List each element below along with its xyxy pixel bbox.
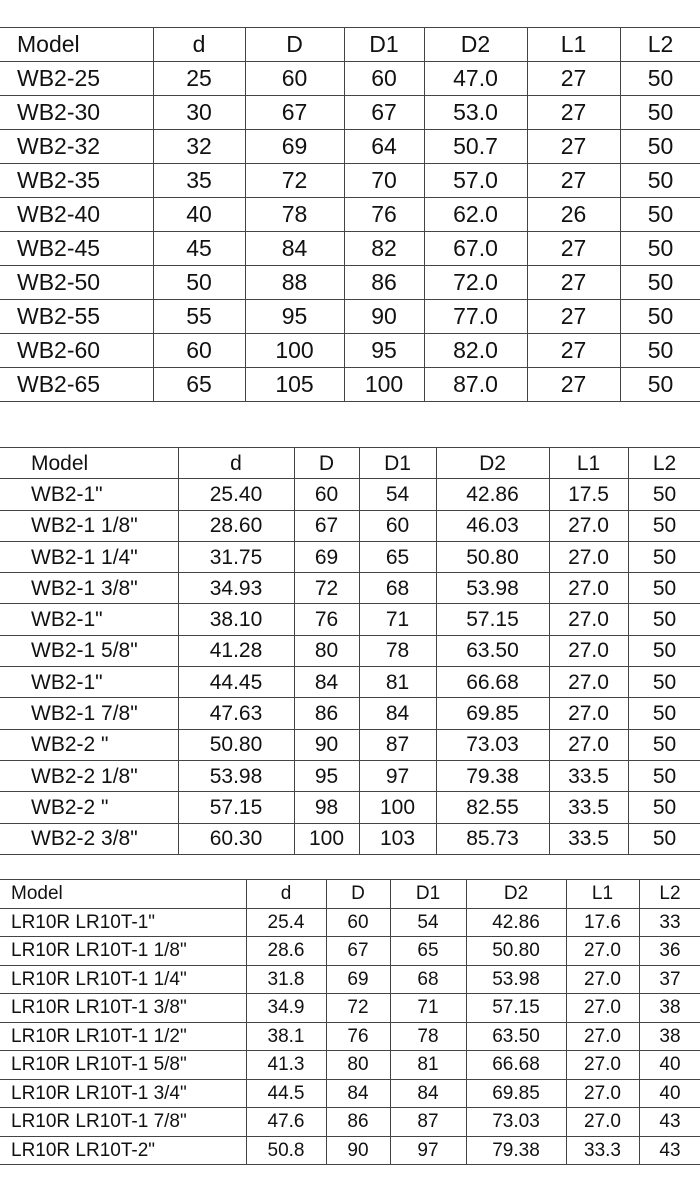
value-cell: 90 <box>326 1136 390 1165</box>
value-cell: 50 <box>628 760 700 791</box>
value-cell: 31.8 <box>246 965 326 994</box>
column-header-d: D <box>245 28 344 62</box>
value-cell: 97 <box>390 1136 466 1165</box>
table-row <box>0 232 700 266</box>
value-cell: 62.0 <box>424 198 527 232</box>
value-cell: 40 <box>639 1051 700 1080</box>
model-cell: WB2-2 1/8" <box>0 760 178 791</box>
value-cell: 28.6 <box>246 937 326 966</box>
value-cell: 37 <box>639 965 700 994</box>
model-cell: WB2-1" <box>0 667 178 698</box>
column-header-d2: D2 <box>466 880 566 909</box>
table-row <box>0 573 700 604</box>
table-row <box>0 1051 700 1080</box>
value-cell: 68 <box>359 573 436 604</box>
value-cell: 50 <box>628 479 700 510</box>
column-header-d1: D1 <box>359 448 436 479</box>
column-header-d: D <box>294 448 359 479</box>
value-cell: 50.80 <box>466 937 566 966</box>
value-cell: 81 <box>390 1051 466 1080</box>
value-cell: 47.63 <box>178 698 294 729</box>
value-cell: 50.8 <box>246 1136 326 1165</box>
column-header-l1: L1 <box>527 28 620 62</box>
value-cell: 50 <box>628 698 700 729</box>
value-cell: 50 <box>620 198 700 232</box>
table-row <box>0 760 700 791</box>
value-cell: 27 <box>527 368 620 402</box>
value-cell: 65 <box>153 368 245 402</box>
value-cell: 34.93 <box>178 573 294 604</box>
table-row <box>0 541 700 572</box>
value-cell: 27.0 <box>566 1108 639 1137</box>
value-cell: 57.15 <box>178 792 294 823</box>
model-cell: LR10R LR10T-1 3/4" <box>0 1079 246 1108</box>
value-cell: 100 <box>359 792 436 823</box>
value-cell: 27 <box>527 164 620 198</box>
value-cell: 76 <box>294 604 359 635</box>
model-cell: WB2-1 7/8" <box>0 698 178 729</box>
value-cell: 47.0 <box>424 62 527 96</box>
model-cell: LR10R LR10T-1 7/8" <box>0 1108 246 1137</box>
value-cell: 27 <box>527 300 620 334</box>
value-cell: 46.03 <box>436 510 549 541</box>
value-cell: 27.0 <box>566 1022 639 1051</box>
value-cell: 50 <box>628 541 700 572</box>
table-row <box>0 130 700 164</box>
value-cell: 50 <box>153 266 245 300</box>
column-header-model: Model <box>0 28 153 62</box>
value-cell: 34.9 <box>246 994 326 1023</box>
value-cell: 73.03 <box>466 1108 566 1137</box>
value-cell: 67 <box>326 937 390 966</box>
table-row <box>0 635 700 666</box>
table-row <box>0 198 700 232</box>
value-cell: 86 <box>294 698 359 729</box>
value-cell: 72 <box>326 994 390 1023</box>
model-cell: WB2-1 3/8" <box>0 573 178 604</box>
header-row <box>0 448 700 479</box>
value-cell: 95 <box>245 300 344 334</box>
table-row <box>0 300 700 334</box>
lr10-inch-table <box>0 879 700 1165</box>
model-cell: LR10R LR10T-2" <box>0 1136 246 1165</box>
model-cell: WB2-32 <box>0 130 153 164</box>
table-row <box>0 937 700 966</box>
model-cell: WB2-55 <box>0 300 153 334</box>
model-cell: LR10R LR10T-1 1/4" <box>0 965 246 994</box>
value-cell: 36 <box>639 937 700 966</box>
value-cell: 60.30 <box>178 823 294 854</box>
value-cell: 32 <box>153 130 245 164</box>
value-cell: 50.7 <box>424 130 527 164</box>
wb2-inch-table <box>0 447 700 855</box>
column-header-d1: D1 <box>390 880 466 909</box>
value-cell: 60 <box>326 908 390 937</box>
value-cell: 41.3 <box>246 1051 326 1080</box>
value-cell: 87.0 <box>424 368 527 402</box>
value-cell: 50 <box>628 729 700 760</box>
value-cell: 90 <box>344 300 424 334</box>
model-cell: LR10R LR10T-1" <box>0 908 246 937</box>
column-header-l2: L2 <box>628 448 700 479</box>
value-cell: 25.40 <box>178 479 294 510</box>
value-cell: 70 <box>344 164 424 198</box>
table-row <box>0 368 700 402</box>
value-cell: 57.15 <box>466 994 566 1023</box>
value-cell: 27.0 <box>549 510 628 541</box>
value-cell: 50 <box>628 792 700 823</box>
value-cell: 76 <box>344 198 424 232</box>
value-cell: 63.50 <box>466 1022 566 1051</box>
value-cell: 40 <box>153 198 245 232</box>
table-row <box>0 965 700 994</box>
value-cell: 50.80 <box>178 729 294 760</box>
value-cell: 69 <box>294 541 359 572</box>
value-cell: 105 <box>245 368 344 402</box>
table-row <box>0 698 700 729</box>
value-cell: 31.75 <box>178 541 294 572</box>
column-header-d: D <box>326 880 390 909</box>
value-cell: 27.0 <box>566 937 639 966</box>
model-cell: WB2-1 1/4" <box>0 541 178 572</box>
value-cell: 33.5 <box>549 792 628 823</box>
value-cell: 54 <box>359 479 436 510</box>
value-cell: 38 <box>639 994 700 1023</box>
value-cell: 77.0 <box>424 300 527 334</box>
header-row <box>0 28 700 62</box>
model-cell: WB2-1" <box>0 604 178 635</box>
table-row <box>0 266 700 300</box>
value-cell: 82 <box>344 232 424 266</box>
value-cell: 25 <box>153 62 245 96</box>
value-cell: 84 <box>390 1079 466 1108</box>
value-cell: 78 <box>245 198 344 232</box>
value-cell: 53.98 <box>466 965 566 994</box>
value-cell: 78 <box>390 1022 466 1051</box>
value-cell: 27.0 <box>549 541 628 572</box>
column-header-d: d <box>178 448 294 479</box>
value-cell: 50 <box>620 334 700 368</box>
column-header-d: d <box>153 28 245 62</box>
value-cell: 67 <box>344 96 424 130</box>
value-cell: 55 <box>153 300 245 334</box>
value-cell: 66.68 <box>466 1051 566 1080</box>
value-cell: 65 <box>359 541 436 572</box>
value-cell: 28.60 <box>178 510 294 541</box>
model-cell: LR10R LR10T-1 1/2" <box>0 1022 246 1051</box>
model-cell: WB2-2 3/8" <box>0 823 178 854</box>
value-cell: 33.5 <box>549 760 628 791</box>
value-cell: 27 <box>527 96 620 130</box>
value-cell: 69 <box>245 130 344 164</box>
table-row <box>0 510 700 541</box>
value-cell: 27 <box>527 130 620 164</box>
model-cell: WB2-35 <box>0 164 153 198</box>
value-cell: 27.0 <box>566 965 639 994</box>
value-cell: 27 <box>527 334 620 368</box>
value-cell: 80 <box>294 635 359 666</box>
value-cell: 27.0 <box>549 729 628 760</box>
value-cell: 50 <box>620 62 700 96</box>
value-cell: 50 <box>620 130 700 164</box>
column-header-d: d <box>246 880 326 909</box>
model-cell: LR10R LR10T-1 5/8" <box>0 1051 246 1080</box>
value-cell: 60 <box>294 479 359 510</box>
value-cell: 50 <box>620 266 700 300</box>
value-cell: 100 <box>294 823 359 854</box>
value-cell: 27 <box>527 266 620 300</box>
value-cell: 27 <box>527 232 620 266</box>
value-cell: 69.85 <box>436 698 549 729</box>
column-header-d2: D2 <box>436 448 549 479</box>
model-cell: LR10R LR10T-1 3/8" <box>0 994 246 1023</box>
value-cell: 53.98 <box>178 760 294 791</box>
value-cell: 27.0 <box>566 1051 639 1080</box>
column-header-l2: L2 <box>620 28 700 62</box>
value-cell: 50 <box>628 510 700 541</box>
value-cell: 86 <box>344 266 424 300</box>
table-row <box>0 823 700 854</box>
value-cell: 69 <box>326 965 390 994</box>
model-cell: WB2-1" <box>0 479 178 510</box>
value-cell: 17.6 <box>566 908 639 937</box>
table-row <box>0 729 700 760</box>
value-cell: 67.0 <box>424 232 527 266</box>
model-cell: WB2-1 5/8" <box>0 635 178 666</box>
value-cell: 60 <box>359 510 436 541</box>
value-cell: 42.86 <box>436 479 549 510</box>
value-cell: 95 <box>294 760 359 791</box>
value-cell: 82.55 <box>436 792 549 823</box>
column-header-model: Model <box>0 448 178 479</box>
table-row <box>0 1108 700 1137</box>
column-header-model: Model <box>0 880 246 909</box>
value-cell: 50.80 <box>436 541 549 572</box>
value-cell: 60 <box>245 62 344 96</box>
value-cell: 82.0 <box>424 334 527 368</box>
value-cell: 80 <box>326 1051 390 1080</box>
value-cell: 86 <box>326 1108 390 1137</box>
value-cell: 41.28 <box>178 635 294 666</box>
model-cell: WB2-45 <box>0 232 153 266</box>
value-cell: 87 <box>390 1108 466 1137</box>
value-cell: 43 <box>639 1108 700 1137</box>
value-cell: 87 <box>359 729 436 760</box>
value-cell: 50 <box>628 667 700 698</box>
value-cell: 33 <box>639 908 700 937</box>
table-row <box>0 334 700 368</box>
table-row <box>0 1079 700 1108</box>
value-cell: 72 <box>294 573 359 604</box>
value-cell: 78 <box>359 635 436 666</box>
value-cell: 67 <box>245 96 344 130</box>
value-cell: 97 <box>359 760 436 791</box>
value-cell: 27.0 <box>549 698 628 729</box>
table-row <box>0 908 700 937</box>
table-row <box>0 96 700 130</box>
table-row <box>0 62 700 96</box>
value-cell: 50 <box>620 96 700 130</box>
value-cell: 72.0 <box>424 266 527 300</box>
value-cell: 47.6 <box>246 1108 326 1137</box>
value-cell: 73.03 <box>436 729 549 760</box>
model-cell: WB2-30 <box>0 96 153 130</box>
value-cell: 79.38 <box>466 1136 566 1165</box>
value-cell: 85.73 <box>436 823 549 854</box>
wb2-metric-table <box>0 27 700 402</box>
value-cell: 50 <box>628 635 700 666</box>
value-cell: 68 <box>390 965 466 994</box>
value-cell: 42.86 <box>466 908 566 937</box>
column-header-d1: D1 <box>344 28 424 62</box>
value-cell: 100 <box>245 334 344 368</box>
table-row <box>0 479 700 510</box>
value-cell: 76 <box>326 1022 390 1051</box>
value-cell: 27.0 <box>566 994 639 1023</box>
model-cell: WB2-25 <box>0 62 153 96</box>
value-cell: 57.15 <box>436 604 549 635</box>
value-cell: 38.1 <box>246 1022 326 1051</box>
table-row <box>0 667 700 698</box>
value-cell: 79.38 <box>436 760 549 791</box>
value-cell: 72 <box>245 164 344 198</box>
column-header-l1: L1 <box>566 880 639 909</box>
value-cell: 25.4 <box>246 908 326 937</box>
value-cell: 88 <box>245 266 344 300</box>
value-cell: 50 <box>628 823 700 854</box>
value-cell: 53.0 <box>424 96 527 130</box>
value-cell: 33.5 <box>549 823 628 854</box>
value-cell: 43 <box>639 1136 700 1165</box>
value-cell: 44.5 <box>246 1079 326 1108</box>
value-cell: 38 <box>639 1022 700 1051</box>
header-row <box>0 880 700 909</box>
value-cell: 67 <box>294 510 359 541</box>
value-cell: 33.3 <box>566 1136 639 1165</box>
model-cell: WB2-50 <box>0 266 153 300</box>
column-header-d2: D2 <box>424 28 527 62</box>
value-cell: 50 <box>620 232 700 266</box>
model-cell: WB2-65 <box>0 368 153 402</box>
value-cell: 71 <box>390 994 466 1023</box>
value-cell: 17.5 <box>549 479 628 510</box>
value-cell: 90 <box>294 729 359 760</box>
value-cell: 103 <box>359 823 436 854</box>
value-cell: 71 <box>359 604 436 635</box>
value-cell: 50 <box>628 573 700 604</box>
value-cell: 95 <box>344 334 424 368</box>
value-cell: 81 <box>359 667 436 698</box>
value-cell: 60 <box>153 334 245 368</box>
value-cell: 57.0 <box>424 164 527 198</box>
value-cell: 50 <box>620 300 700 334</box>
value-cell: 27.0 <box>549 604 628 635</box>
column-header-l1: L1 <box>549 448 628 479</box>
value-cell: 30 <box>153 96 245 130</box>
model-cell: WB2-40 <box>0 198 153 232</box>
value-cell: 50 <box>620 164 700 198</box>
value-cell: 84 <box>245 232 344 266</box>
value-cell: 53.98 <box>436 573 549 604</box>
value-cell: 26 <box>527 198 620 232</box>
value-cell: 27.0 <box>566 1079 639 1108</box>
value-cell: 27.0 <box>549 573 628 604</box>
value-cell: 35 <box>153 164 245 198</box>
value-cell: 84 <box>294 667 359 698</box>
value-cell: 63.50 <box>436 635 549 666</box>
model-cell: WB2-60 <box>0 334 153 368</box>
value-cell: 100 <box>344 368 424 402</box>
value-cell: 44.45 <box>178 667 294 698</box>
value-cell: 40 <box>639 1079 700 1108</box>
model-cell: WB2-2 " <box>0 792 178 823</box>
column-header-l2: L2 <box>639 880 700 909</box>
table-row <box>0 604 700 635</box>
value-cell: 38.10 <box>178 604 294 635</box>
table-row <box>0 164 700 198</box>
table-row <box>0 1136 700 1165</box>
value-cell: 69.85 <box>466 1079 566 1108</box>
value-cell: 27.0 <box>549 635 628 666</box>
value-cell: 64 <box>344 130 424 164</box>
value-cell: 45 <box>153 232 245 266</box>
table-row <box>0 994 700 1023</box>
value-cell: 54 <box>390 908 466 937</box>
value-cell: 66.68 <box>436 667 549 698</box>
value-cell: 50 <box>620 368 700 402</box>
value-cell: 50 <box>628 604 700 635</box>
table-row <box>0 792 700 823</box>
model-cell: WB2-1 1/8" <box>0 510 178 541</box>
model-cell: LR10R LR10T-1 1/8" <box>0 937 246 966</box>
value-cell: 60 <box>344 62 424 96</box>
value-cell: 98 <box>294 792 359 823</box>
value-cell: 27.0 <box>549 667 628 698</box>
model-cell: WB2-2 " <box>0 729 178 760</box>
value-cell: 65 <box>390 937 466 966</box>
value-cell: 27 <box>527 62 620 96</box>
table-row <box>0 1022 700 1051</box>
value-cell: 84 <box>326 1079 390 1108</box>
value-cell: 84 <box>359 698 436 729</box>
